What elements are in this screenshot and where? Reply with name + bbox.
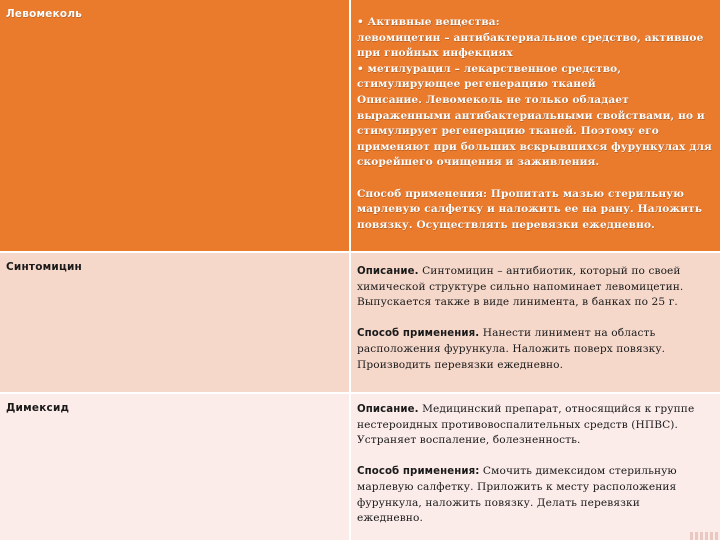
text-line: химической структуре сильно напоминает левомицетин. — [357, 280, 684, 293]
drug-description — [357, 264, 715, 373]
text-line: скорейшего очищения и заживления. — [357, 156, 600, 169]
text-line: • Активные вещества: — [357, 16, 500, 28]
text-line: Выпускается также в виде линимента, в банках по 25 г. — [357, 296, 678, 309]
text-line: Производить перевязки ежедневно. — [357, 358, 564, 371]
text-line: при гнойных инфекциях — [357, 47, 513, 60]
drug-description — [357, 402, 715, 527]
description-label: Описание. — [357, 266, 419, 277]
drug-description — [357, 15, 715, 233]
description-label: Описание. — [357, 404, 419, 415]
drug-name: Левомеколь — [6, 8, 83, 20]
column-divider — [349, 0, 351, 540]
usage-label: Способ применения: — [357, 466, 480, 478]
text-line: Медицинский препарат, относящийся к группе — [418, 403, 695, 415]
text-line: стимулирует регенерацию тканей. Поэтому его — [357, 125, 659, 138]
drug-name: Димексид — [6, 402, 70, 414]
text-line: Смочить димексидом стерильную — [479, 465, 677, 478]
text-line: расположения фурункула. Наложить поверх повязку. — [357, 342, 666, 355]
usage-label: Способ применения. — [357, 328, 480, 340]
text-line: выраженными антибактериальными свойствами, но и — [357, 109, 705, 122]
text-line: Нанести линимент на область — [479, 327, 656, 340]
slide-corner-decoration — [690, 532, 720, 540]
text-line: Синтомицин – антибиотик, который по своей — [418, 265, 681, 277]
text-line: стимулирующее регенерацию тканей — [357, 78, 596, 91]
table-row-dimeksid — [0, 394, 720, 540]
text-line: повязку. Осуществлять перевязки ежедневно. — [357, 218, 655, 231]
text-line: марлевую салфетку. Приложить к месту расположения — [357, 480, 677, 493]
text-line: Устраняет воспаление, болезненность. — [357, 434, 581, 447]
text-line: Способ применения: Пропитать мазью стерильную — [357, 187, 685, 200]
table-row-sintomicin — [0, 253, 720, 392]
text-line: левомицетин – антибактериальное средство, активное — [357, 31, 704, 44]
text-line: фурункула, наложить повязку. Делать перевязки — [357, 496, 640, 509]
text-line: Описание. Левомеколь не только обладает — [357, 93, 629, 106]
text-line: применяют при больших вскрывшихся фурункулах для — [357, 140, 712, 153]
text-line: • метилурацил – лекарственное средство, — [357, 62, 622, 75]
drug-name: Синтомицин — [6, 261, 82, 273]
text-line: нестероидных противовоспалительных средств (НПВС). — [357, 418, 678, 431]
text-line: ежедневно. — [357, 512, 423, 525]
table-row-levomekol — [0, 0, 720, 251]
text-line: марлевую салфетку и наложить ее на рану. Наложить — [357, 203, 703, 216]
